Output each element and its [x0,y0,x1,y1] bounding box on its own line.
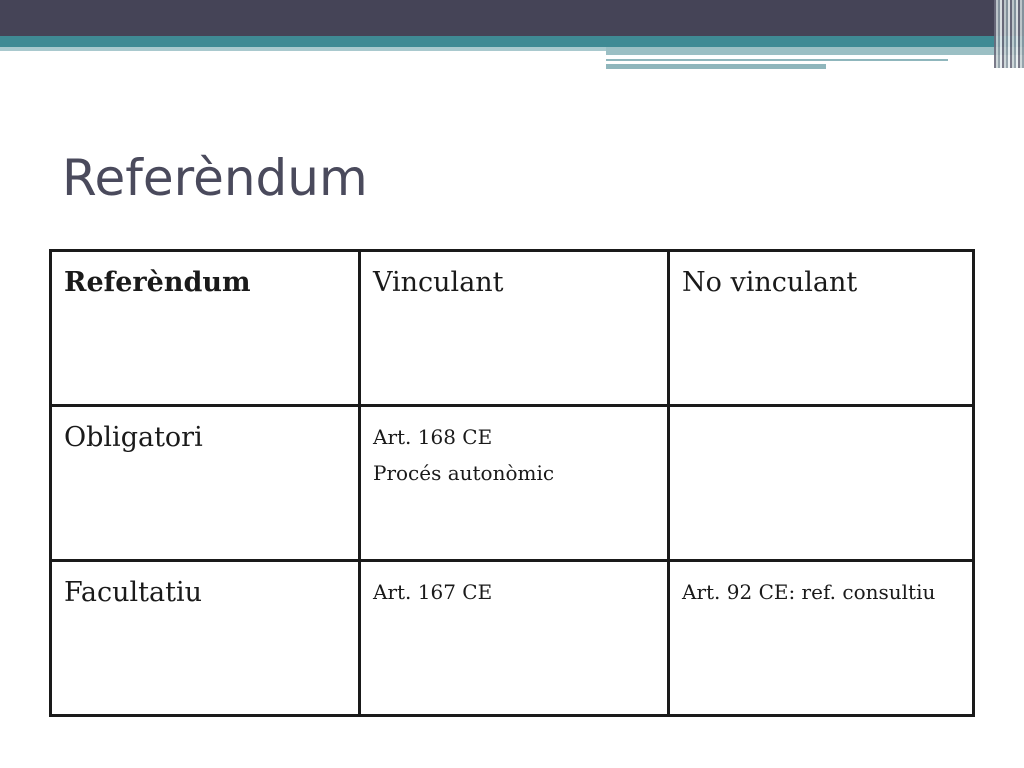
table-row [51,561,974,716]
table-header-row [51,251,974,406]
table-cell [51,406,360,561]
cell-line: Procés autonòmic [373,461,555,485]
table-cell [669,561,974,716]
header-band-step [606,47,1024,55]
header-no-vinculant: No vinculant [682,267,858,298]
cell-obligatori-no-vinculant [670,407,972,419]
cell-line: Art. 167 CE [373,580,493,604]
slide-title: Referèndum [62,149,368,207]
table-header-cell [669,251,974,406]
table-cell [51,561,360,716]
cell-obligatori-vinculant [361,407,667,491]
cell-line: Art. 168 CE [373,425,493,449]
row-label-facultatiu: Facultatiu [64,577,202,608]
referendum-table [49,249,975,715]
table-cell [360,406,669,561]
header-band-light [0,47,606,51]
header-line [606,64,826,69]
table [49,249,975,717]
header-line [606,59,948,61]
header-vinculant: Vinculant [373,267,504,298]
table-header-cell [360,251,669,406]
table-header-cell [51,251,360,406]
header-band-dark [0,0,1024,36]
header-band-teal [0,36,1024,47]
cell-facultatiu-no-vinculant: Art. 92 CE: ref. consultiu [682,580,936,604]
table-row [51,406,974,561]
table-cell [360,561,669,716]
cell-facultatiu-vinculant [361,562,667,610]
header-referendum: Referèndum [64,267,251,298]
header-stripes-decoration [994,0,1024,68]
table-cell [669,406,974,561]
row-label-obligatori: Obligatori [64,422,203,453]
